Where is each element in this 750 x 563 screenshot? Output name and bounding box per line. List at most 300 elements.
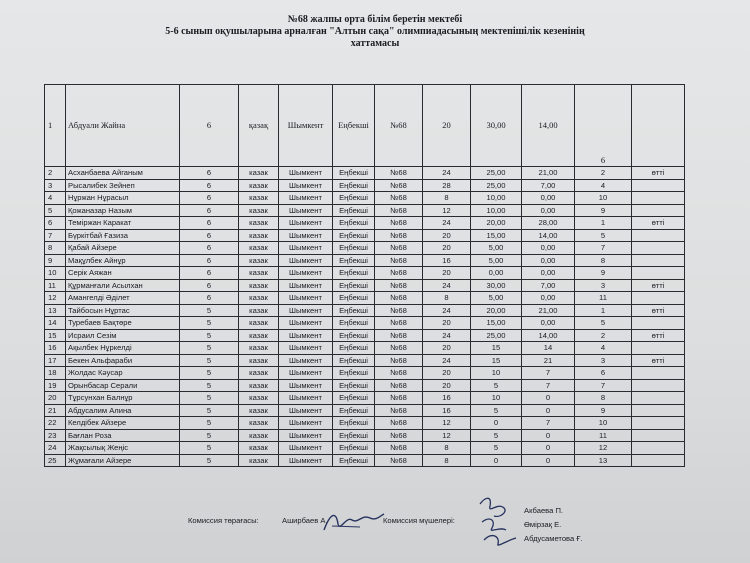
language-cell: казак <box>239 242 279 255</box>
row-number: 13 <box>45 304 66 317</box>
score-1-cell: 24 <box>423 167 471 180</box>
district-cell: Еңбекші <box>333 304 375 317</box>
district-cell: Еңбекші <box>333 442 375 455</box>
place-cell: 1 <box>575 217 632 230</box>
city-cell: Шымкент <box>279 379 333 392</box>
grade-cell: 6 <box>180 229 239 242</box>
row-number: 1 <box>45 85 66 167</box>
grade-cell: 6 <box>180 167 239 180</box>
district-cell: Еңбекші <box>333 454 375 467</box>
member-name-1: Акбаева П. <box>524 506 564 515</box>
city-cell: Шымкент <box>279 179 333 192</box>
language-cell: казак <box>239 367 279 380</box>
district-cell: Еңбекші <box>333 342 375 355</box>
city-cell: Шымкент <box>279 192 333 205</box>
place-cell: 9 <box>575 204 632 217</box>
result-cell: өтті <box>632 304 685 317</box>
row-number: 5 <box>45 204 66 217</box>
school-cell: №68 <box>375 292 423 305</box>
member-name-3: Абдусаметова Ғ. <box>524 534 583 543</box>
language-cell: казак <box>239 429 279 442</box>
table-row <box>45 267 685 280</box>
table-row <box>45 404 685 417</box>
table-row <box>45 454 685 467</box>
row-number: 10 <box>45 267 66 280</box>
student-name: Жақсылық Жеңіс <box>66 442 180 455</box>
score-2-cell: 10,00 <box>471 204 522 217</box>
place-cell: 9 <box>575 267 632 280</box>
place-cell: 6 <box>575 367 632 380</box>
row-number: 19 <box>45 379 66 392</box>
language-cell: казак <box>239 179 279 192</box>
result-cell <box>632 192 685 205</box>
grade-cell: 6 <box>180 279 239 292</box>
district-cell: Еңбекші <box>333 292 375 305</box>
score-3-cell: 14,00 <box>522 329 575 342</box>
score-2-cell: 15,00 <box>471 317 522 330</box>
table-row <box>45 254 685 267</box>
grade-cell: 6 <box>180 192 239 205</box>
place-cell: 10 <box>575 417 632 430</box>
result-cell <box>632 392 685 405</box>
row-number: 9 <box>45 254 66 267</box>
student-name: Абдуали Жайна <box>66 85 180 167</box>
row-number: 24 <box>45 442 66 455</box>
grade-cell: 5 <box>180 404 239 417</box>
score-3-cell: 7,00 <box>522 179 575 192</box>
table-row <box>45 217 685 230</box>
score-1-cell: 24 <box>423 354 471 367</box>
grade-cell: 6 <box>180 254 239 267</box>
result-cell <box>632 229 685 242</box>
score-2-cell: 5,00 <box>471 254 522 267</box>
table-row <box>45 279 685 292</box>
grade-cell: 5 <box>180 454 239 467</box>
table-row <box>45 204 685 217</box>
place-cell: 7 <box>575 379 632 392</box>
results-table-body <box>45 85 685 467</box>
grade-cell: 6 <box>180 179 239 192</box>
result-cell <box>632 267 685 280</box>
result-cell <box>632 254 685 267</box>
row-number: 14 <box>45 317 66 330</box>
result-cell <box>632 442 685 455</box>
school-cell: №68 <box>375 254 423 267</box>
city-cell: Шымкент <box>279 429 333 442</box>
city-cell: Шымкент <box>279 317 333 330</box>
score-2-cell: 5,00 <box>471 242 522 255</box>
grade-cell: 5 <box>180 329 239 342</box>
language-cell: казак <box>239 417 279 430</box>
city-cell: Шымкент <box>279 267 333 280</box>
score-2-cell: 25,00 <box>471 167 522 180</box>
student-name: Қожаназар Назым <box>66 204 180 217</box>
district-cell: Еңбекші <box>333 267 375 280</box>
result-cell <box>632 367 685 380</box>
score-2-cell: 25,00 <box>471 329 522 342</box>
result-cell: өтті <box>632 217 685 230</box>
chair-label: Комиссия төрағасы: <box>188 516 259 525</box>
result-cell <box>632 317 685 330</box>
score-3-cell: 7 <box>522 367 575 380</box>
language-cell: казак <box>239 254 279 267</box>
city-cell: Шымкент <box>279 442 333 455</box>
language-cell: казак <box>239 217 279 230</box>
score-3-cell: 7 <box>522 417 575 430</box>
members-label: Комиссия мүшелері: <box>383 516 455 525</box>
city-cell: Шымкент <box>279 454 333 467</box>
score-3-cell: 0,00 <box>522 292 575 305</box>
table-row <box>45 329 685 342</box>
grade-cell: 6 <box>180 204 239 217</box>
city-cell: Шымкент <box>279 229 333 242</box>
district-cell: Еңбекші <box>333 229 375 242</box>
grade-cell: 6 <box>180 217 239 230</box>
school-cell: №68 <box>375 217 423 230</box>
grade-cell: 5 <box>180 417 239 430</box>
student-name: Нұржан Нұрасыл <box>66 192 180 205</box>
score-1-cell: 24 <box>423 304 471 317</box>
school-cell: №68 <box>375 367 423 380</box>
row-number: 6 <box>45 217 66 230</box>
school-cell: №68 <box>375 379 423 392</box>
score-3-cell: 21,00 <box>522 167 575 180</box>
grade-cell: 5 <box>180 429 239 442</box>
score-1-cell: 20 <box>423 85 471 167</box>
language-cell: казак <box>239 329 279 342</box>
result-cell <box>632 292 685 305</box>
student-name: Абдусалим Алина <box>66 404 180 417</box>
city-cell: Шымкент <box>279 354 333 367</box>
student-name: Тұрсунхан Балнұр <box>66 392 180 405</box>
grade-cell: 5 <box>180 442 239 455</box>
district-cell: Еңбекші <box>333 192 375 205</box>
school-cell: №68 <box>375 404 423 417</box>
district-cell: Еңбекші <box>333 217 375 230</box>
grade-cell: 5 <box>180 392 239 405</box>
district-cell: Еңбекші <box>333 279 375 292</box>
score-3-cell: 0 <box>522 429 575 442</box>
student-name: Рысалибек Зейнеп <box>66 179 180 192</box>
score-3-cell: 0 <box>522 404 575 417</box>
district-cell: Еңбекші <box>333 367 375 380</box>
city-cell: Шымкент <box>279 204 333 217</box>
grade-cell: 5 <box>180 342 239 355</box>
grade-cell: 6 <box>180 242 239 255</box>
student-name: Жолдас Кәусар <box>66 367 180 380</box>
score-3-cell: 28,00 <box>522 217 575 230</box>
table-row <box>45 317 685 330</box>
city-cell: Шымкент <box>279 217 333 230</box>
row-number: 22 <box>45 417 66 430</box>
city-cell: Шымкент <box>279 367 333 380</box>
language-cell: казак <box>239 404 279 417</box>
city-cell: Шымкент <box>279 279 333 292</box>
language-cell: казак <box>239 292 279 305</box>
score-2-cell: 0 <box>471 417 522 430</box>
score-1-cell: 24 <box>423 279 471 292</box>
district-cell: Еңбекші <box>333 404 375 417</box>
row-number: 21 <box>45 404 66 417</box>
language-cell: казак <box>239 167 279 180</box>
school-cell: №68 <box>375 417 423 430</box>
score-1-cell: 12 <box>423 204 471 217</box>
language-cell: казак <box>239 442 279 455</box>
score-2-cell: 20,00 <box>471 304 522 317</box>
score-1-cell: 16 <box>423 254 471 267</box>
result-cell: өтті <box>632 354 685 367</box>
table-row <box>45 442 685 455</box>
score-1-cell: 12 <box>423 429 471 442</box>
place-cell: 5 <box>575 229 632 242</box>
student-name: Бекен Альфараби <box>66 354 180 367</box>
table-row <box>45 379 685 392</box>
result-cell <box>632 429 685 442</box>
table-row <box>45 85 685 167</box>
language-cell: қазақ <box>239 85 279 167</box>
row-number: 17 <box>45 354 66 367</box>
score-2-cell: 0,00 <box>471 267 522 280</box>
student-name: Келдібек Айзере <box>66 417 180 430</box>
school-cell: №68 <box>375 454 423 467</box>
student-name: Амангелді Әділет <box>66 292 180 305</box>
row-number: 3 <box>45 179 66 192</box>
result-cell: өтті <box>632 279 685 292</box>
table-row <box>45 292 685 305</box>
result-cell: өтті <box>632 329 685 342</box>
result-cell <box>632 417 685 430</box>
score-1-cell: 20 <box>423 342 471 355</box>
place-cell: 6 <box>575 85 632 167</box>
table-row <box>45 367 685 380</box>
score-2-cell: 30,00 <box>471 85 522 167</box>
table-row <box>45 242 685 255</box>
result-cell <box>632 404 685 417</box>
language-cell: казак <box>239 229 279 242</box>
school-cell: №68 <box>375 242 423 255</box>
city-cell: Шымкент <box>279 242 333 255</box>
score-3-cell: 0 <box>522 442 575 455</box>
city-cell: Шымкент <box>279 404 333 417</box>
score-1-cell: 28 <box>423 179 471 192</box>
score-1-cell: 8 <box>423 292 471 305</box>
score-2-cell: 5,00 <box>471 292 522 305</box>
school-cell: №68 <box>375 442 423 455</box>
school-cell: №68 <box>375 167 423 180</box>
score-3-cell: 0,00 <box>522 317 575 330</box>
score-1-cell: 20 <box>423 317 471 330</box>
document-footer <box>0 506 750 563</box>
school-cell: №68 <box>375 267 423 280</box>
school-cell: №68 <box>375 192 423 205</box>
score-3-cell: 14,00 <box>522 85 575 167</box>
language-cell: казак <box>239 192 279 205</box>
score-3-cell: 7,00 <box>522 279 575 292</box>
grade-cell: 5 <box>180 317 239 330</box>
score-2-cell: 5 <box>471 404 522 417</box>
district-cell: Еңбекші <box>333 204 375 217</box>
score-1-cell: 20 <box>423 379 471 392</box>
language-cell: казак <box>239 304 279 317</box>
school-cell: №68 <box>375 304 423 317</box>
grade-cell: 6 <box>180 267 239 280</box>
score-3-cell: 14,00 <box>522 229 575 242</box>
score-2-cell: 5 <box>471 429 522 442</box>
place-cell: 5 <box>575 317 632 330</box>
school-cell: №68 <box>375 429 423 442</box>
result-cell <box>632 342 685 355</box>
language-cell: казак <box>239 342 279 355</box>
student-name: Исраил Сезім <box>66 329 180 342</box>
city-cell: Шымкент <box>279 254 333 267</box>
score-3-cell: 0,00 <box>522 204 575 217</box>
student-name: Қабай Айзере <box>66 242 180 255</box>
place-cell: 7 <box>575 242 632 255</box>
school-cell: №68 <box>375 317 423 330</box>
table-row <box>45 392 685 405</box>
student-name: Теміржан Каракат <box>66 217 180 230</box>
student-name: Бағлан Роза <box>66 429 180 442</box>
place-cell: 2 <box>575 329 632 342</box>
district-cell: Еңбекші <box>333 254 375 267</box>
student-name: Бүркітбай Ғазиза <box>66 229 180 242</box>
table-row <box>45 429 685 442</box>
district-cell: Еңбекші <box>333 329 375 342</box>
chair-signature <box>320 506 386 536</box>
row-number: 2 <box>45 167 66 180</box>
student-name: Мақұлбек Айнұр <box>66 254 180 267</box>
protocol-title: хаттамасы <box>350 38 400 49</box>
score-2-cell: 20,00 <box>471 217 522 230</box>
student-name: Жұмағали Айзере <box>66 454 180 467</box>
grade-cell: 5 <box>180 379 239 392</box>
score-3-cell: 14 <box>522 342 575 355</box>
school-cell: №68 <box>375 179 423 192</box>
score-1-cell: 20 <box>423 229 471 242</box>
row-number: 8 <box>45 242 66 255</box>
score-2-cell: 10 <box>471 392 522 405</box>
city-cell: Шымкент <box>279 304 333 317</box>
student-name: Туребаев Бақтөре <box>66 317 180 330</box>
student-name: Орынбасар Серали <box>66 379 180 392</box>
result-cell <box>632 454 685 467</box>
school-cell: №68 <box>375 85 423 167</box>
place-cell: 4 <box>575 342 632 355</box>
district-cell: Еңбекші <box>333 167 375 180</box>
district-cell: Еңбекші <box>333 392 375 405</box>
score-3-cell: 21 <box>522 354 575 367</box>
student-name: Тайбосын Нұртас <box>66 304 180 317</box>
district-cell: Еңбекші <box>333 85 375 167</box>
document-header <box>0 14 750 50</box>
members-signatures <box>470 494 522 550</box>
table-row <box>45 354 685 367</box>
olympiad-title: 5-6 сынып оқушыларына арналған "Алтын сақа" олимпиадасының мектепішілік кезенінің <box>165 26 585 37</box>
language-cell: казак <box>239 379 279 392</box>
city-cell: Шымкент <box>279 329 333 342</box>
row-number: 7 <box>45 229 66 242</box>
district-cell: Еңбекші <box>333 429 375 442</box>
grade-cell: 5 <box>180 304 239 317</box>
score-2-cell: 15,00 <box>471 229 522 242</box>
language-cell: казак <box>239 267 279 280</box>
city-cell: Шымкент <box>279 167 333 180</box>
table-row <box>45 304 685 317</box>
score-1-cell: 8 <box>423 192 471 205</box>
school-cell: №68 <box>375 279 423 292</box>
row-number: 16 <box>45 342 66 355</box>
result-cell: өтті <box>632 167 685 180</box>
score-1-cell: 20 <box>423 367 471 380</box>
score-2-cell: 5 <box>471 442 522 455</box>
result-cell <box>632 379 685 392</box>
language-cell: казак <box>239 317 279 330</box>
score-2-cell: 25,00 <box>471 179 522 192</box>
score-1-cell: 20 <box>423 242 471 255</box>
grade-cell: 5 <box>180 367 239 380</box>
score-2-cell: 15 <box>471 342 522 355</box>
table-row <box>45 167 685 180</box>
table-row <box>45 417 685 430</box>
district-cell: Еңбекші <box>333 242 375 255</box>
score-3-cell: 0 <box>522 454 575 467</box>
place-cell: 1 <box>575 304 632 317</box>
score-3-cell: 0 <box>522 392 575 405</box>
table-row <box>45 229 685 242</box>
district-cell: Еңбекші <box>333 379 375 392</box>
district-cell: Еңбекші <box>333 179 375 192</box>
school-title: №68 жалпы орта білім беретін мектебі <box>287 14 463 25</box>
place-cell: 9 <box>575 404 632 417</box>
score-3-cell: 0,00 <box>522 254 575 267</box>
place-cell: 2 <box>575 167 632 180</box>
district-cell: Еңбекші <box>333 354 375 367</box>
score-1-cell: 8 <box>423 442 471 455</box>
place-cell: 4 <box>575 179 632 192</box>
grade-cell: 5 <box>180 354 239 367</box>
score-2-cell: 10 <box>471 367 522 380</box>
row-number: 15 <box>45 329 66 342</box>
grade-cell: 6 <box>180 292 239 305</box>
school-cell: №68 <box>375 392 423 405</box>
school-cell: №68 <box>375 229 423 242</box>
chair-name: Аширбаев А. <box>282 516 328 525</box>
results-table <box>44 84 685 467</box>
school-cell: №68 <box>375 354 423 367</box>
score-1-cell: 24 <box>423 329 471 342</box>
place-cell: 8 <box>575 254 632 267</box>
row-number: 4 <box>45 192 66 205</box>
place-cell: 3 <box>575 279 632 292</box>
score-2-cell: 5 <box>471 379 522 392</box>
score-3-cell: 0,00 <box>522 267 575 280</box>
score-3-cell: 21,00 <box>522 304 575 317</box>
city-cell: Шымкент <box>279 85 333 167</box>
result-cell <box>632 179 685 192</box>
score-2-cell: 10,00 <box>471 192 522 205</box>
city-cell: Шымкент <box>279 342 333 355</box>
place-cell: 11 <box>575 292 632 305</box>
row-number: 12 <box>45 292 66 305</box>
member-name-2: Өмірзақ Е. <box>524 520 562 529</box>
table-row <box>45 192 685 205</box>
row-number: 23 <box>45 429 66 442</box>
language-cell: казак <box>239 392 279 405</box>
place-cell: 13 <box>575 454 632 467</box>
city-cell: Шымкент <box>279 417 333 430</box>
language-cell: казак <box>239 354 279 367</box>
row-number: 11 <box>45 279 66 292</box>
